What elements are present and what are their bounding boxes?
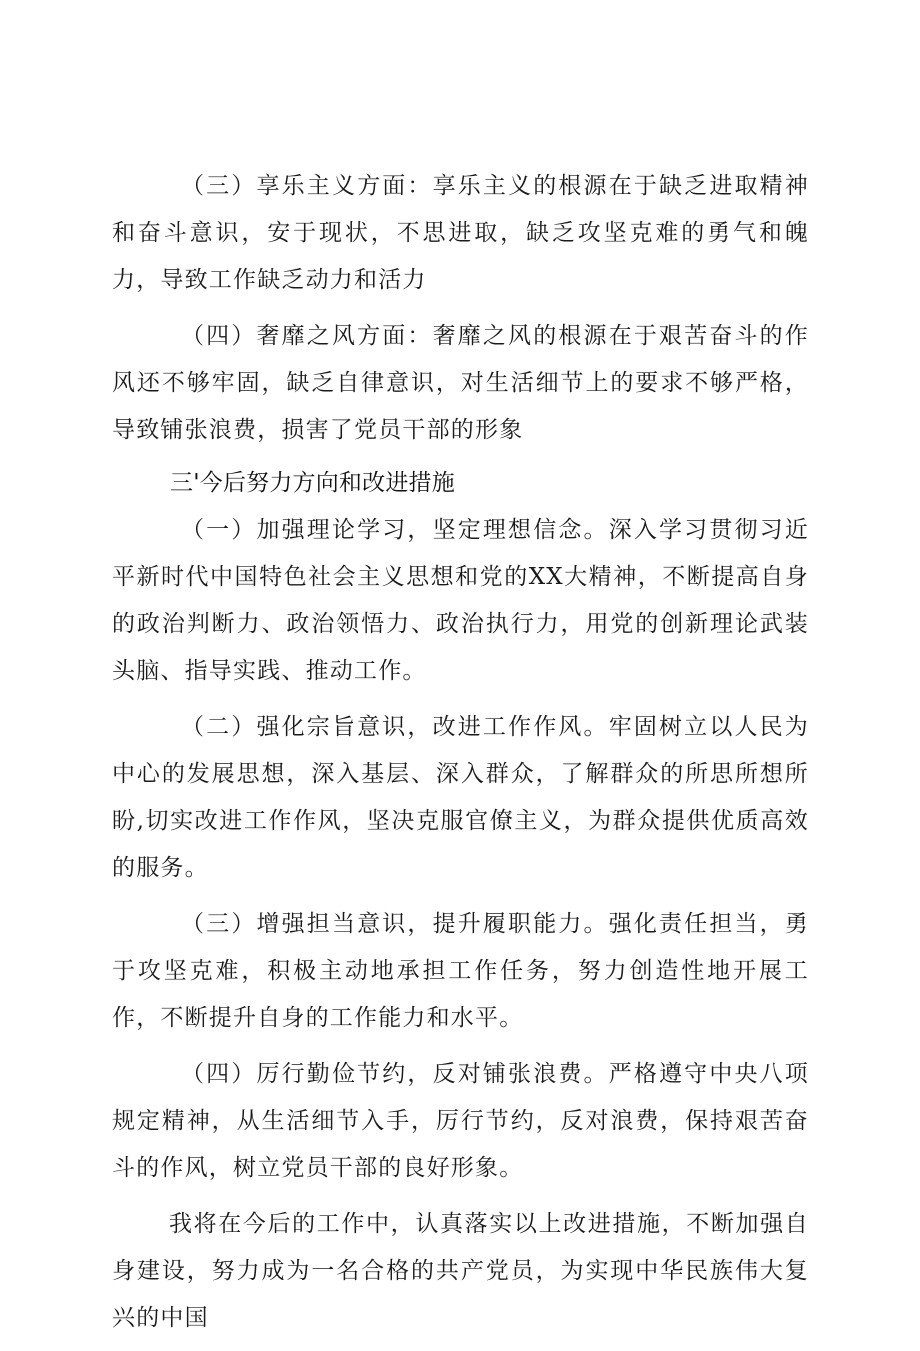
- document-body: [112, 163, 809, 1351]
- paragraph-hedonism: （三）享乐主义方面：享乐主义的根源在于缺乏进取精神和奋斗意识，安于现状，不思进取，缺乏攻坚克难的勇气和魄力，导致工作缺乏动力和活力: [112, 173, 809, 293]
- paragraph-extravagance: （四）奢靡之风方面：奢靡之风的根源在于艰苦奋斗的作风还不够牢固，缺乏自律意识，对生活细节上的要求不够严格，导致铺张浪费，损害了党员干部的形象: [112, 323, 809, 443]
- measure-item-1: （一）加强理论学习，坚定理想信念。深入学习贯彻习近平新时代中国特色社会主义思想和党的XX大精神，不断提高自身的政治判断力、政治领悟力、政治执行力，用党的创新理论武装头脑、指导实践、推动工作。: [112, 517, 809, 684]
- measure-item-4: （四）厉行勤俭节约，反对铺张浪费。严格遵守中央八项规定精神，从生活细节入手，厉行节约，反对浪费，保持艰苦奋斗的作风，树立党员干部的良好形象。: [112, 1061, 809, 1181]
- measure-item-2: （二）强化宗旨意识，改进工作作风。牢固树立以人民为中心的发展思想，深入基层、深入群众，了解群众的所思所想所盼,切实改进工作作风，坚决克服官僚主义，为群众提供优质高效的服务。: [112, 714, 809, 881]
- section-heading: 三'今后努力方向和改进措施: [170, 470, 455, 496]
- closing-paragraph: 我将在今后的工作中，认真落实以上改进措施，不断加强自身建设，努力成为一名合格的共产党员，为实现中华民族伟大复兴的中国: [112, 1211, 809, 1331]
- measure-item-3: （三）增强担当意识，提升履职能力。强化责任担当，勇于攻坚克难，积极主动地承担工作任务，努力创造性地开展工作，不断提升自身的工作能力和水平。: [112, 911, 809, 1031]
